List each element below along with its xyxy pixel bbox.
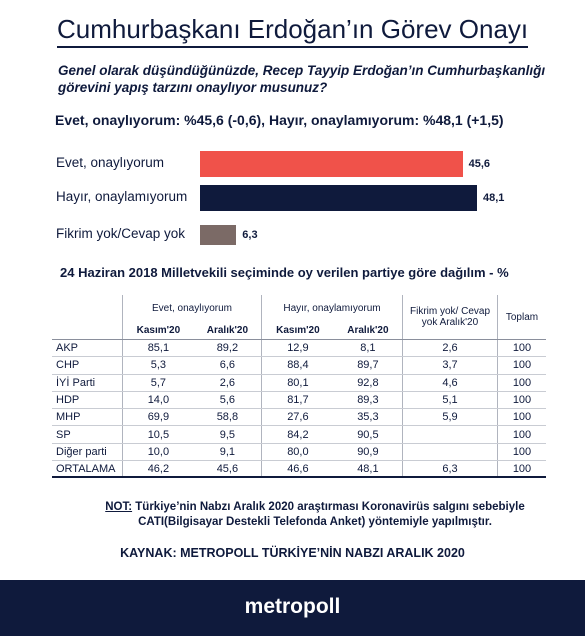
table-cell: 5,7	[123, 374, 194, 391]
table-row	[52, 409, 546, 426]
table-cell: 89,2	[194, 340, 262, 357]
party-name: SP	[52, 426, 123, 443]
table-cell: 6,6	[194, 357, 262, 374]
group-header-hayir: Hayır, onaylamıyorum	[262, 295, 403, 321]
table-row	[52, 391, 546, 408]
party-name: İYİ Parti	[52, 374, 123, 391]
table-cell	[403, 426, 498, 443]
table-cell: 90,9	[334, 443, 403, 460]
table-cell: 85,1	[123, 340, 194, 357]
note-label: NOT:	[105, 501, 133, 513]
table-cell	[403, 443, 498, 460]
table-cell: 46,2	[123, 461, 194, 478]
party-name: CHP	[52, 357, 123, 374]
table-cell: 100	[498, 409, 547, 426]
party-name: MHP	[52, 409, 123, 426]
table-cell: 6,3	[403, 461, 498, 478]
sub-header-hayir-aralik: Aralık'20	[334, 321, 403, 340]
table-cell: 58,8	[194, 409, 262, 426]
table-cell: 2,6	[403, 340, 498, 357]
bar-category-label: Hayır, onaylamıyorum	[56, 189, 188, 204]
table-cell: 89,7	[334, 357, 403, 374]
table-cell: 2,6	[194, 374, 262, 391]
table-cell: 80,1	[262, 374, 334, 391]
table-row	[52, 374, 546, 391]
table-cell: 4,6	[403, 374, 498, 391]
page-title: Cumhurbaşkanı Erdoğan’ın Görev Onayı	[57, 14, 528, 48]
table-cell: 45,6	[194, 461, 262, 478]
table-cell: 9,1	[194, 443, 262, 460]
table-cell: 10,0	[123, 443, 194, 460]
bar	[200, 151, 463, 177]
table-cell: 5,6	[194, 391, 262, 408]
table-cell: 100	[498, 461, 547, 478]
table-cell: 100	[498, 340, 547, 357]
table-cell: 14,0	[123, 391, 194, 408]
table-subtitle: 24 Haziran 2018 Milletvekili seçiminde oy verilen partiye göre dağılım - %	[60, 265, 509, 280]
table-row	[52, 357, 546, 374]
table-cell: 69,9	[123, 409, 194, 426]
bar	[200, 225, 236, 245]
table-cell: 10,5	[123, 426, 194, 443]
sub-header-blank	[52, 321, 123, 340]
sub-header-hayir-kasim: Kasım'20	[262, 321, 334, 340]
table-cell: 81,7	[262, 391, 334, 408]
table-cell: 48,1	[334, 461, 403, 478]
group-header-evet: Evet, onaylıyorum	[123, 295, 262, 321]
table-cell: 9,5	[194, 426, 262, 443]
method-note	[80, 500, 550, 530]
table-cell: 8,1	[334, 340, 403, 357]
note-text: Türkiye’nin Nabzı Aralık 2020 araştırması Koronavirüs salgını sebebiyle CATI(Bilgisayar Destekli Telefonda Anket) yöntemiyle yapılmıştır.	[135, 501, 525, 528]
table-row	[52, 443, 546, 460]
party-name: HDP	[52, 391, 123, 408]
table-cell: 3,7	[403, 357, 498, 374]
survey-question: Genel olarak düşündüğünüzde, Recep Tayyip Erdoğan’ın Cumhurbaşkanlığı görevini yapış tarzını onaylıyor musunuz?	[58, 63, 546, 95]
source-line: KAYNAK: METROPOLL TÜRKİYE’NİN NABZI ARALIK 2020	[120, 546, 465, 560]
table-cell: 90,5	[334, 426, 403, 443]
brand-logo: metropoll	[244, 595, 341, 618]
table-row	[52, 426, 546, 443]
party-name: Diğer parti	[52, 443, 123, 460]
table-cell: 100	[498, 426, 547, 443]
table-cell: 100	[498, 357, 547, 374]
footer-band	[0, 580, 585, 636]
party-name: AKP	[52, 340, 123, 357]
party-name: ORTALAMA	[52, 461, 123, 478]
table-corner	[52, 295, 123, 321]
table-cell: 88,4	[262, 357, 334, 374]
summary-line: Evet, onaylıyorum: %45,6 (-0,6), Hayır, onaylamıyorum: %48,1 (+1,5)	[55, 112, 504, 128]
bar-category-label: Evet, onaylıyorum	[56, 155, 165, 170]
bar-category-label: Fikrim yok/Cevap yok	[56, 226, 186, 241]
sub-header-evet-kasim: Kasım'20	[123, 321, 194, 340]
group-header-toplam: Toplam	[498, 295, 547, 340]
table-average-row	[52, 461, 546, 478]
table-cell: 100	[498, 374, 547, 391]
table-row	[52, 340, 546, 357]
group-header-fikrim: Fikrim yok/ Cevap yok Aralık'20	[403, 295, 498, 340]
sub-header-evet-aralik: Aralık'20	[194, 321, 262, 340]
table-cell: 35,3	[334, 409, 403, 426]
bar	[200, 185, 477, 211]
table-cell: 92,8	[334, 374, 403, 391]
table-cell: 46,6	[262, 461, 334, 478]
table-cell: 12,9	[262, 340, 334, 357]
table-cell: 27,6	[262, 409, 334, 426]
party-breakdown-table	[52, 295, 546, 478]
table-cell: 80,0	[262, 443, 334, 460]
bar-value-label: 45,6	[468, 158, 491, 170]
table-cell: 5,1	[403, 391, 498, 408]
bar-value-label: 48,1	[483, 192, 505, 204]
table-cell: 5,9	[403, 409, 498, 426]
table-cell: 5,3	[123, 357, 194, 374]
bar-value-label: 6,3	[242, 229, 258, 241]
table-cell: 89,3	[334, 391, 403, 408]
table-cell: 100	[498, 443, 547, 460]
table-cell: 84,2	[262, 426, 334, 443]
table-cell: 100	[498, 391, 547, 408]
